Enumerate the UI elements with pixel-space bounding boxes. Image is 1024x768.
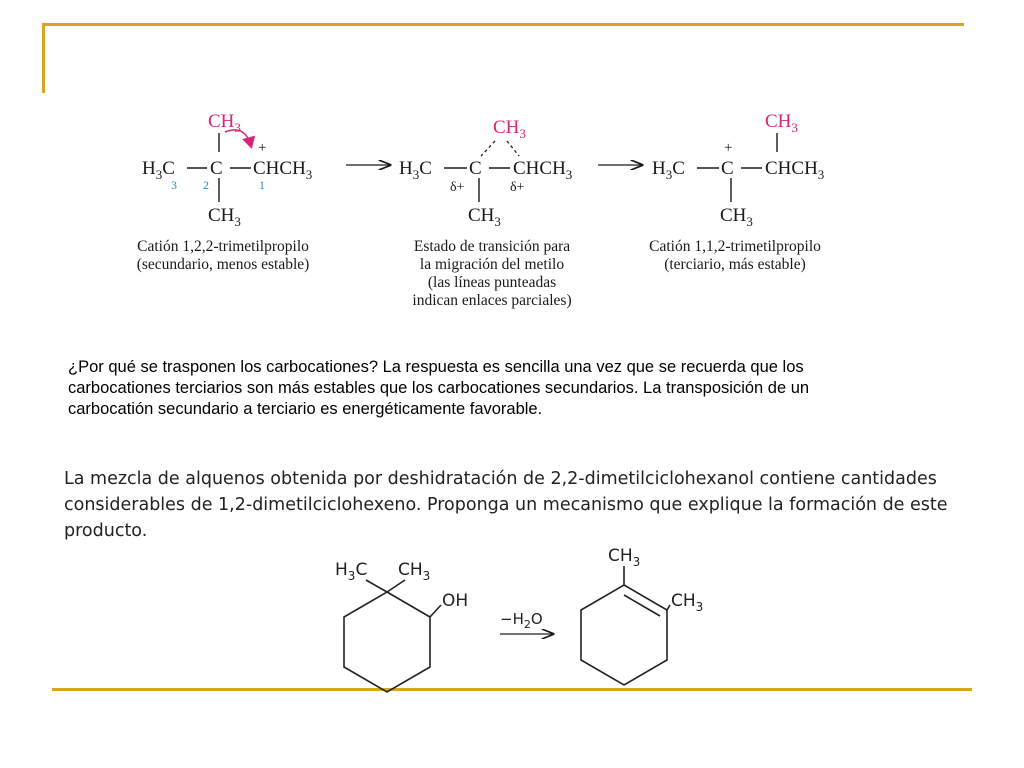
minus-water-label: $-H_2O$ — [500, 610, 543, 631]
caption-line: Estado de transición para — [413, 238, 571, 255]
double-bond-inner — [624, 595, 660, 616]
structure-secondary-cation — [142, 111, 312, 229]
reactant-dimethylcyclohexanol — [335, 560, 468, 692]
bond-methyl-right — [387, 580, 405, 592]
central-carbon: C — [469, 158, 482, 179]
caption-line: la migración del metilo — [419, 256, 565, 273]
h3c-label: $H_3C$ — [335, 560, 368, 583]
caption-line: Catión 1,2,2-trimetilpropilo — [137, 238, 309, 255]
cyclohexene-ring — [581, 585, 667, 685]
positive-charge: + — [258, 140, 267, 156]
caption-transition-state — [382, 238, 602, 310]
caption-line: (terciario, más estable) — [664, 256, 806, 273]
partial-bond-right — [507, 141, 519, 156]
chch3-group: $CHCH_3$ — [253, 158, 313, 182]
carbon-number-3: 3 — [171, 178, 177, 192]
carbon-number-2: 2 — [203, 178, 209, 192]
paragraph-line: carbocatión secundario a terciario es energéticamente favorable. — [68, 400, 543, 418]
hydroxyl-label: OH — [442, 591, 469, 611]
side-ch3-label: $CH_3$ — [671, 591, 704, 614]
partial-bond-left — [481, 141, 495, 156]
carbon-number-1: 1 — [259, 178, 265, 192]
explanation-paragraph — [68, 357, 968, 420]
chch3-group: $CHCH_3$ — [765, 158, 825, 182]
structure-transition-state — [399, 117, 572, 229]
paragraph-line: ¿Por qué se trasponen los carbocationes? La respuesta es sencilla una vez que se recuerda que los — [68, 358, 804, 376]
cationic-carbon: C — [721, 158, 734, 179]
exercise-statement — [64, 466, 984, 544]
caption-line: (las líneas punteadas — [427, 274, 557, 291]
structure-tertiary-cation — [652, 111, 824, 229]
positive-charge: + — [724, 140, 733, 156]
exercise-line: considerables de 1,2-dimetilciclohexeno. Proponga un mecanismo que explique la formación de este — [64, 495, 948, 515]
top-ch3-label: $CH_3$ — [608, 546, 641, 569]
product-dimethylcyclohexene — [581, 546, 703, 685]
cyclohexane-ring — [344, 592, 430, 692]
partial-charge-left: δ+ — [450, 180, 465, 195]
caption-tertiary-cation — [630, 238, 840, 274]
paragraph-line: carbocationes terciarios son más estables que los carbocationes secundarios. La transposición de un — [68, 379, 810, 397]
migrating-methyl-label: $CH_3$ — [208, 111, 241, 135]
h3c-group: $H_3C$ — [399, 158, 432, 182]
caption-line: (secundario, menos estable) — [136, 256, 310, 273]
exercise-line: producto. — [64, 521, 148, 541]
bottom-methyl-label: $CH_3$ — [208, 205, 241, 229]
bond-side-methyl — [667, 605, 670, 610]
bond-hydroxyl — [430, 605, 441, 617]
dehydration-condition — [500, 610, 553, 634]
migrated-methyl-label: $CH_3$ — [765, 111, 798, 135]
ch3-label: $CH_3$ — [398, 560, 431, 583]
partial-charge-right: δ+ — [510, 180, 525, 195]
bridging-methyl-label: $CH_3$ — [493, 117, 526, 141]
chch3-group: $CHCH_3$ — [513, 158, 573, 182]
quaternary-carbon: C — [210, 158, 223, 179]
caption-line: indican enlaces parciales) — [412, 292, 572, 309]
bottom-methyl-label: $CH_3$ — [468, 205, 501, 229]
h3c-group: $H_3C$ — [142, 158, 175, 182]
caption-secondary-cation — [118, 238, 328, 274]
bond-methyl-left — [366, 580, 387, 592]
caption-line: Catión 1,1,2-trimetilpropilo — [649, 238, 821, 255]
exercise-line: La mezcla de alquenos obtenida por deshidratación de 2,2-dimetilciclohexanol contiene cantidades — [64, 469, 937, 489]
h3c-group: $H_3C$ — [652, 158, 685, 182]
bottom-methyl-label: $CH_3$ — [720, 205, 753, 229]
